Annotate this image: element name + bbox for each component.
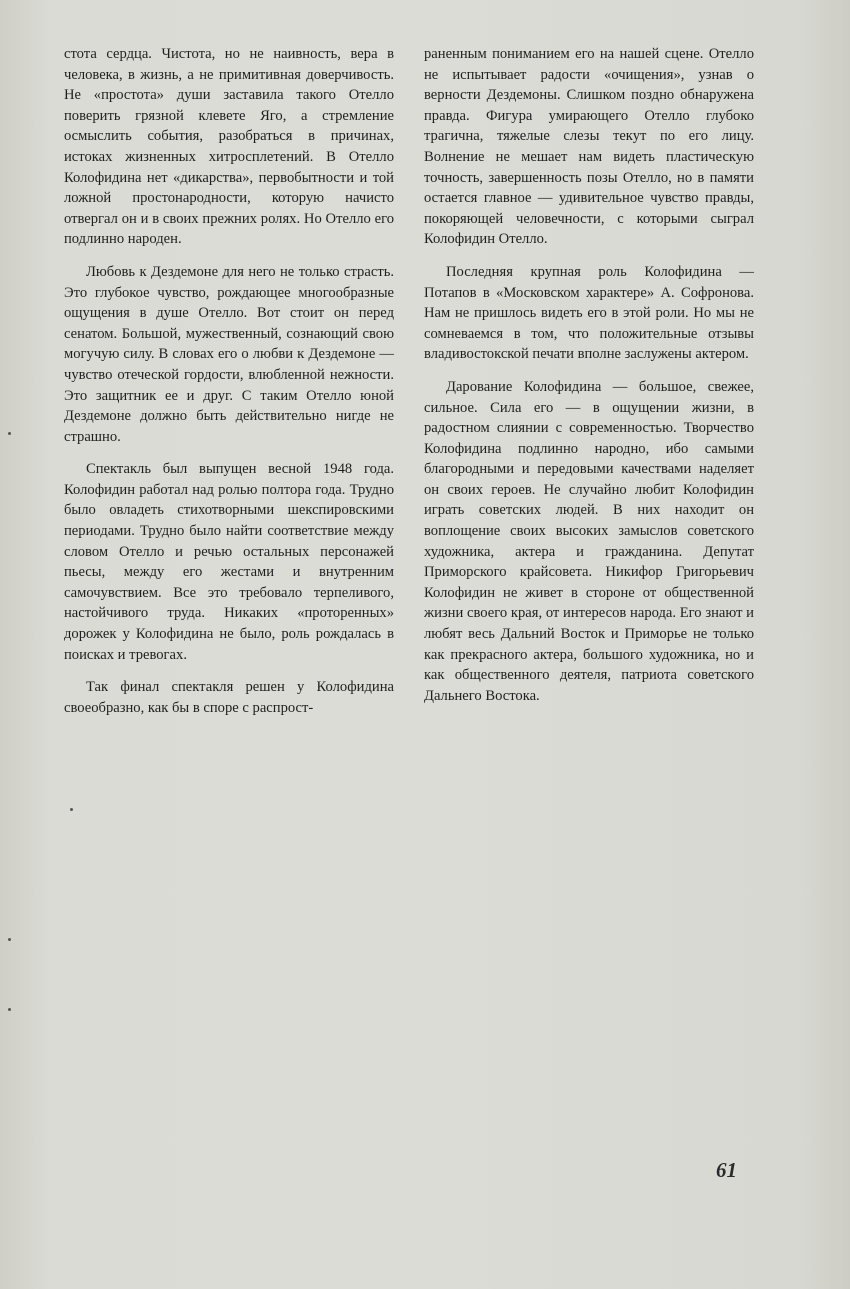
print-speck xyxy=(8,938,11,941)
paragraph: Так финал спектакля решен у Колофидина своеобразно, как бы в споре с распрост- xyxy=(64,679,394,716)
paragraph: Последняя крупная роль Колофидина — Потапов в «Московском характере» А. Софронова. Нам не пришлось видеть его в этой роли. Но мы не сомневаемся в том, что положительные отзывы владивостокской печати вполне заслужены актером. xyxy=(424,263,754,363)
page-number: 61 xyxy=(716,1158,737,1182)
paragraph: Любовь к Дездемоне для него не только страсть. Это глубокое чувство, рождающее многообразные ощущения в душе Отелло. Вот стоит он перед сенатом. Большой, мужественный, сознающий свою могучую силу. В словах его о любви к Дездемоне — чувство отеческой гордости, влюбленной нежности. Это защитник ее и друг. С таким Отелло юной Дездемоне должно быть действительно нигде не страшно. xyxy=(64,263,394,445)
left-column xyxy=(64,44,394,718)
paragraph: стота сердца. Чистота, но не наивность, вера в человека, в жизнь, а не примитивная доверчивость. Не «простота» души заставила такого Отелло поверить грязной клевете Яго, а стремление осмыслить события, разобраться в причинах, истоках жизненных хитросплетений. В Отелло Колофидина нет «дикарства», первобытности и той ложной простонародности, которую начисто отвергал он и в своих прежних ролях. Но Отелло его подлинно народен. xyxy=(64,46,394,248)
print-speck xyxy=(8,1008,11,1011)
paragraph: Дарование Колофидина — большое, свежее, сильное. Сила его — в ощущении жизни, в радостном слиянии с современностью. Творчество Колофидина подлинно народно, ибо самыми благородными и передовыми качествами наделяет он своих героев. Не случайно любит Колофидин играть советских людей. В них находит он воплощение своих высоких замыслов советского художника, актера и гражданина. Депутат Приморского крайсовета. Никифор Григорьевич Колофидин не живет в стороне от общественной жизни своего края, от интересов народа. Его знают и любят весь Дальний Восток и Приморье не только как прекрасного актера, большого художника, но и как общественного деятеля, патриота советского Дальнего Востока. xyxy=(424,378,754,704)
right-column xyxy=(424,44,754,706)
paragraph: раненным пониманием его на нашей сцене. Отелло не испытывает радости «очищения», узнав о верности Дездемоны. Слишком поздно обнаружена правда. Фигура умирающего Отелло глубоко трагична, тяжелые слезы текут по его лицу. Волнение не мешает нам видеть пластическую точность, завершенность позы Отелло, но в памяти остается главное — удивительное чувство правды, покоряющей человечности, с которыми сыграл Колофидин Отелло. xyxy=(424,46,754,248)
print-speck xyxy=(8,432,11,435)
paragraph: Спектакль был выпущен весной 1948 года. Колофидин работал над ролью полтора года. Трудно было овладеть стихотворными шекспировскими периодами. Трудно было найти соответствие между словом Отелло и речью остальных персонажей пьесы, между его жестами и внутренним самочувствием. Все это требовало терпеливого, настойчивого труда. Никаких «проторенных» дорожек у Колофидина не было, роль рождалась в поисках и тревогах. xyxy=(64,461,394,663)
print-speck xyxy=(70,808,73,811)
